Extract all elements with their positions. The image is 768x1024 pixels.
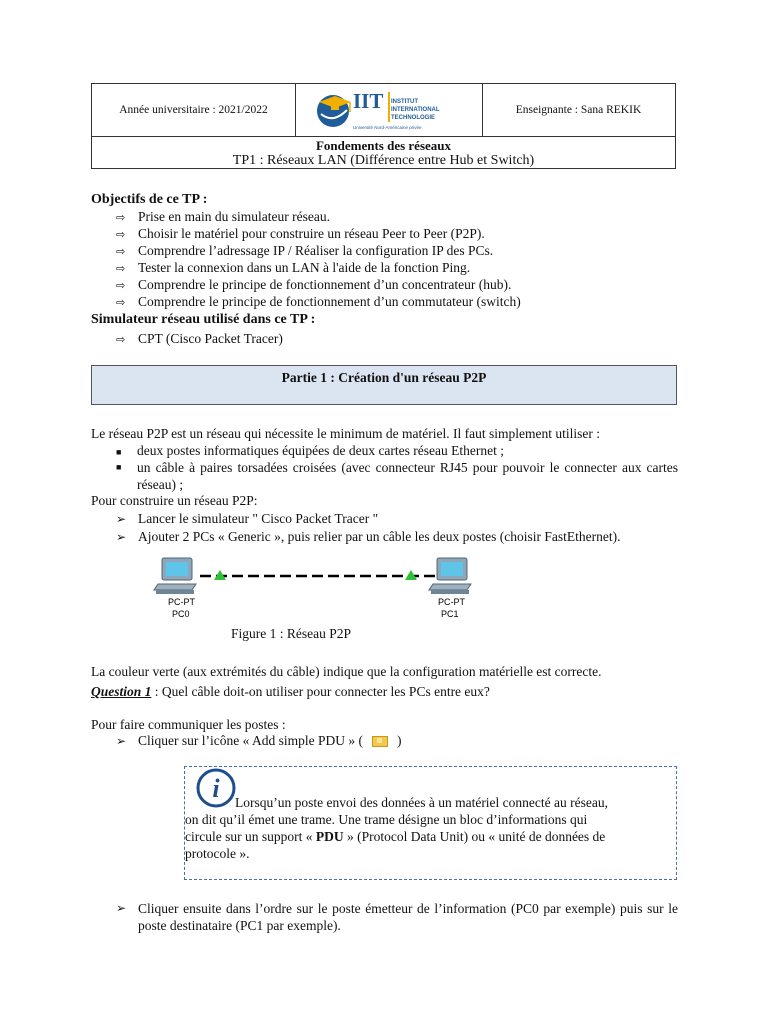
step-item [116,510,378,528]
info-box [184,766,677,880]
objective-item [116,225,485,243]
step-click-text: Cliquer ensuite dans l’ordre sur le poste émetteur de l’information (PC0 par exemple) puis sur le poste destinataire (PC1 par exemple). [138,901,678,933]
part1-intro: Le réseau P2P est un réseau qui nécessite le minimum de matériel. Il faut simplement utiliser : [91,426,600,441]
logo-line3: TECHNOLOGIE [391,115,436,121]
arrow-right-icon: ⇨ [116,262,126,275]
bullet-icon: ■ [116,447,122,457]
step-pdu-text: Cliquer sur l’icône « Add simple PDU » ( [138,733,363,748]
part1-title: Partie 1 : Création d'un réseau P2P [281,370,487,385]
objective-text: Comprendre le principe de fonctionnement d’un commutateur (switch) [138,294,521,309]
logo-big: IIT [353,89,384,113]
question-label: Question 1 [91,684,152,699]
title-row [92,136,675,169]
objective-item [116,276,511,294]
step-text: Lancer le simulateur " Cisco Packet Tracer " [138,511,379,526]
arrow-right-icon: ⇨ [116,296,126,309]
arrow-bullet-icon: ➢ [116,512,127,526]
step-pdu [116,732,401,750]
iit-logo [295,84,483,136]
objective-item [116,293,521,311]
arrow-bullet-icon: ➢ [116,901,127,915]
info-line3-a: circule sur un support « [185,829,313,844]
question-1 [91,683,490,700]
question-text: : Quel câble doit-on utiliser pour connecter les PCs entre eux? [151,684,490,699]
simulator-text: CPT (Cisco Packet Tracer) [138,331,283,346]
simulator-title: Simulateur réseau utilisé dans ce TP : [91,312,316,327]
objective-text: Choisir le matériel pour construire un réseau Peer to Peer (P2P). [138,226,485,241]
tp-title: TP1 : Réseaux LAN (Différence entre Hub et Switch) [232,153,535,168]
info-body [185,811,673,862]
p2p-network-figure [150,550,480,624]
step-pdu-end: ) [396,733,402,748]
part1-banner [91,365,677,405]
info-line3-b: » (Protocol Data Unit) ou « unité de données de [346,829,606,844]
pc0-icon[interactable] [154,558,196,594]
logo-line1: INSTITUT [391,99,418,105]
pc1-name: PC1 [441,609,459,619]
step-click [116,900,678,934]
objective-text: Comprendre le principe de fonctionnement d’un concentrateur (hub). [138,277,512,292]
figure-caption: Figure 1 : Réseau P2P [231,626,351,641]
academic-year: Année universitaire : 2021/2022 [92,84,296,136]
arrow-right-icon: ⇨ [116,279,126,292]
pc1-icon[interactable] [429,558,471,594]
pc1-type: PC-PT [438,597,465,607]
arrow-right-icon: ⇨ [116,333,126,346]
bullet-text: un câble à paires torsadées croisées (avec connecteur RJ45 pour pouvoir le connecter aux cartes réseau) ; [137,460,678,492]
svg-text:i: i [212,774,220,803]
objective-text: Comprendre l’adressage IP / Réaliser la configuration IP des PCs. [138,243,494,258]
step-text: Ajouter 2 PCs « Generic », puis relier par un câble les deux postes (choisir FastEthernet). [138,529,621,544]
header-table [91,83,676,169]
build-intro: Pour construire un réseau P2P: [91,493,258,508]
objective-text: Tester la connexion dans un LAN à l'aide de la fonction Ping. [138,260,471,275]
bullet-item [116,459,678,493]
logo-line2: INTERNATIONAL [391,107,440,113]
arrow-right-icon: ⇨ [116,228,126,241]
arrow-bullet-icon: ➢ [116,734,127,748]
course-title: Fondements des réseaux [315,138,452,153]
logo-sub: Université Nord-Américaine privée [353,125,422,130]
bullet-text: deux postes informatiques équipées de deux cartes réseau Ethernet ; [137,443,504,458]
arrow-bullet-icon: ➢ [116,530,127,544]
arrow-right-icon: ⇨ [116,211,126,224]
info-pdu-bold: PDU [315,829,344,844]
teacher-name: Enseignante : Sana REKIK [515,104,642,116]
iit-logo-graphic [295,84,482,136]
objective-item [116,259,470,277]
objective-text: Prise en main du simulateur réseau. [138,209,330,224]
simulator-item [116,330,283,348]
objective-item [116,208,330,226]
pc0-name: PC0 [172,609,190,619]
info-line3 [185,828,673,845]
info-line1: Lorsqu’un poste envoi des données à un matériel connecté au réseau, [235,795,608,810]
step-item [116,528,621,546]
bullet-icon: ■ [116,462,122,472]
header-row [92,84,675,137]
info-line4: protocole ». [185,846,250,861]
green-note: La couleur verte (aux extrémités du câble) indique que la configuration matérielle est correcte. [91,664,602,679]
pc0-type: PC-PT [168,597,195,607]
info-icon [195,767,237,809]
communicate-intro: Pour faire communiquer les postes : [91,717,286,732]
arrow-right-icon: ⇨ [116,245,126,258]
add-simple-pdu-icon[interactable] [372,736,388,747]
objective-item [116,242,493,260]
info-line2: on dit qu’il émet une trame. Une trame désigne un bloc d’informations qui [185,812,588,827]
objectives-title: Objectifs de ce TP : [91,192,208,207]
